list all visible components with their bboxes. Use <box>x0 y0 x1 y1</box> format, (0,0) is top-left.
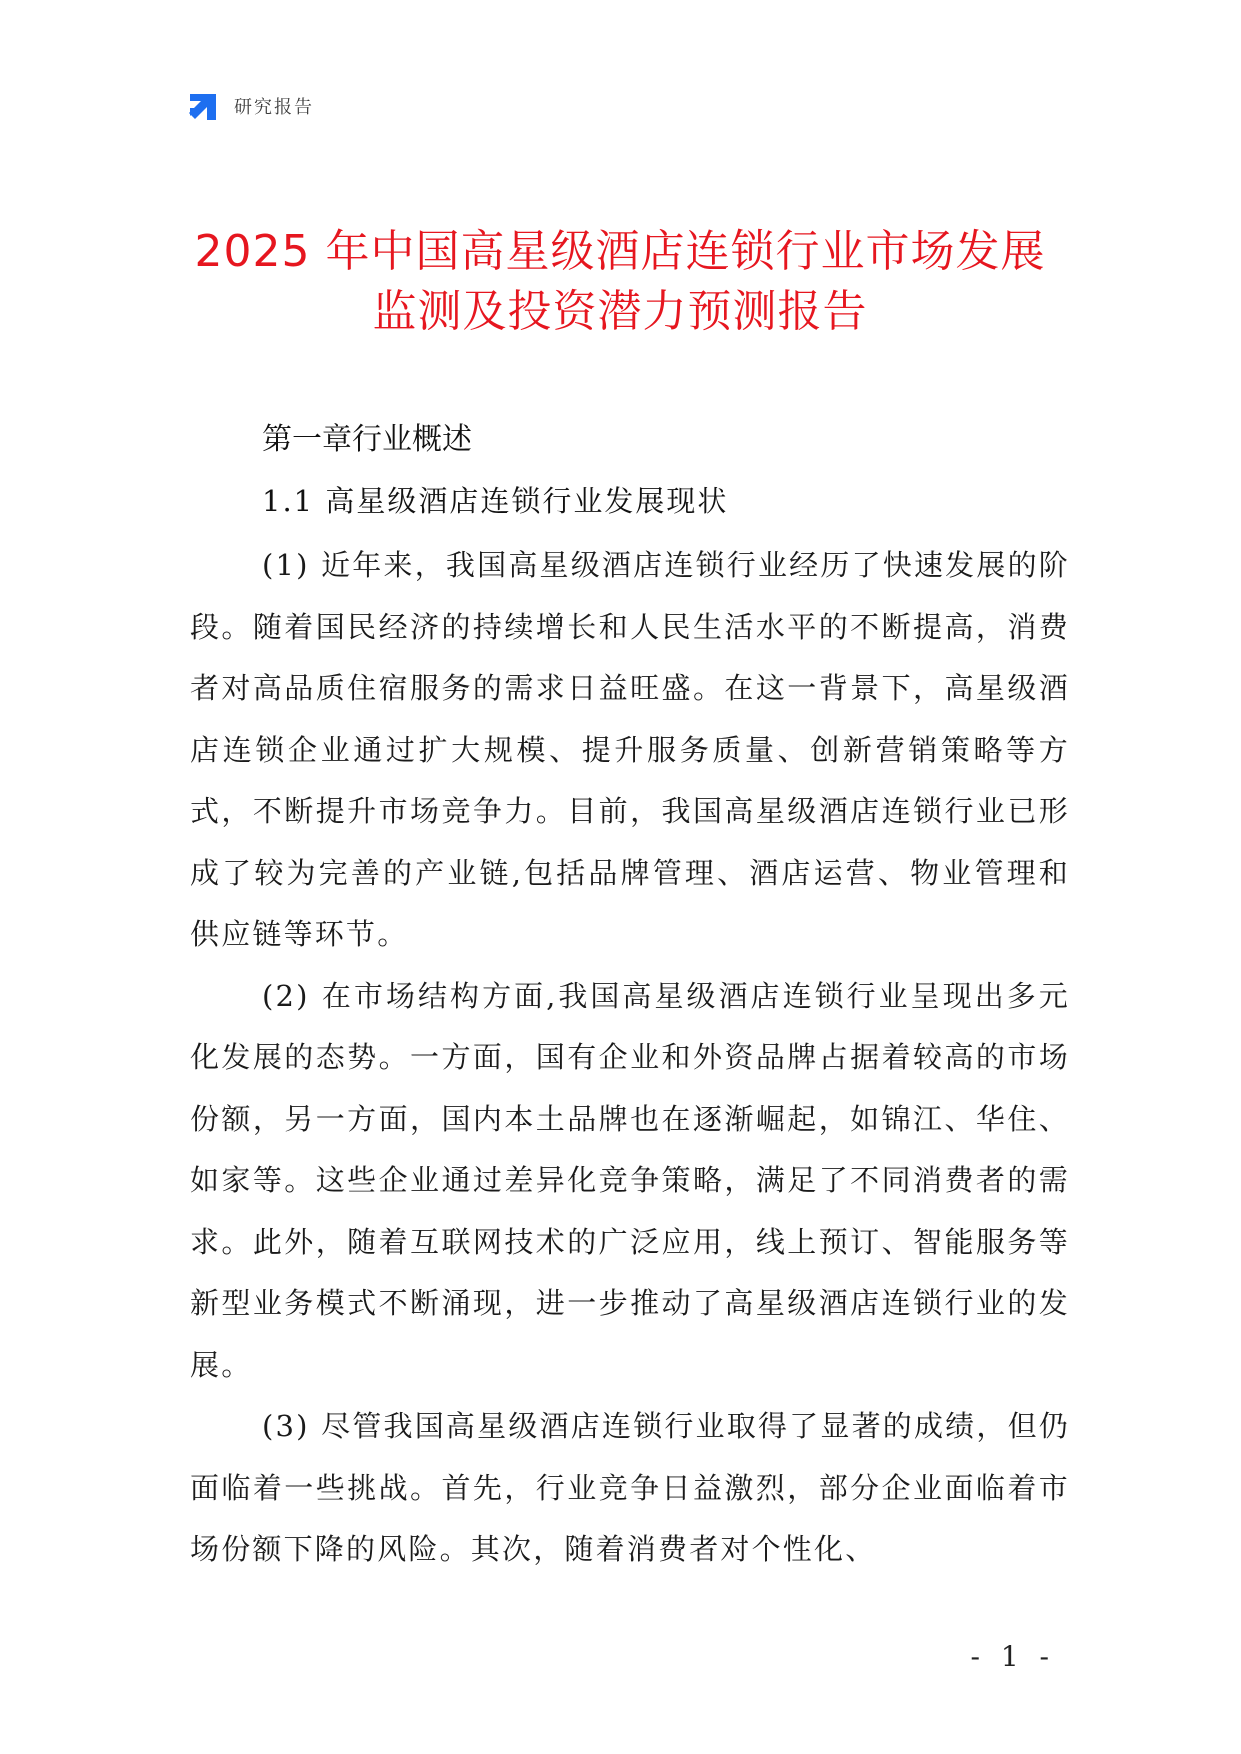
paragraph-1: (1) 近年来，我国高星级酒店连锁行业经历了快速发展的阶段。随着国民经济的持续增长和人民生活水平的不断提高，消费者对高品质住宿服务的需求日益旺盛。在这一背景下，高星级酒店连锁企业通过扩大规模、提升服务质量、创新营销策略等方式，不断提升市场竞争力。目前，我国高星级酒店连锁行业已形成了较为完善的产业链,包括品牌管理、酒店运营、物业管理和供应链等环节。 <box>190 548 1070 951</box>
body-text <box>190 535 1070 1581</box>
paragraph-3: (3) 尽管我国高星级酒店连锁行业取得了显著的成绩，但仍面临着一些挑战。首先，行业竞争日益激烈，部分企业面临着市场份额下降的风险。其次，随着消费者对个性化、 <box>190 1409 1070 1566</box>
title-line-2: 监测及投资潜力预测报告 <box>372 286 868 337</box>
section-heading: 1.1 高星级酒店连锁行业发展现状 <box>262 484 729 518</box>
report-header <box>186 86 314 126</box>
header-label: 研究报告 <box>234 97 314 118</box>
paragraph-2: (2) 在市场结构方面,我国高星级酒店连锁行业呈现出多元化发展的态势。一方面，国有企业和外资品牌占据着较高的市场份额，另一方面，国内本土品牌也在逐渐崛起，如锦江、华住、如家等。这些企业通过差异化竞争策略，满足了不同消费者的需求。此外，随着互联网技术的广泛应用，线上预订、智能服务等新型业务模式不断涌现，进一步推动了高星级酒店连锁行业的发展。 <box>190 978 1070 1382</box>
report-title <box>150 222 1090 342</box>
title-line-1: 2025 年中国高星级酒店连锁行业市场发展 <box>194 226 1046 277</box>
arrow-logo-icon <box>186 88 222 124</box>
chapter-heading: 第一章行业概述 <box>262 422 472 457</box>
page-number: - 1 - <box>970 1640 1055 1673</box>
